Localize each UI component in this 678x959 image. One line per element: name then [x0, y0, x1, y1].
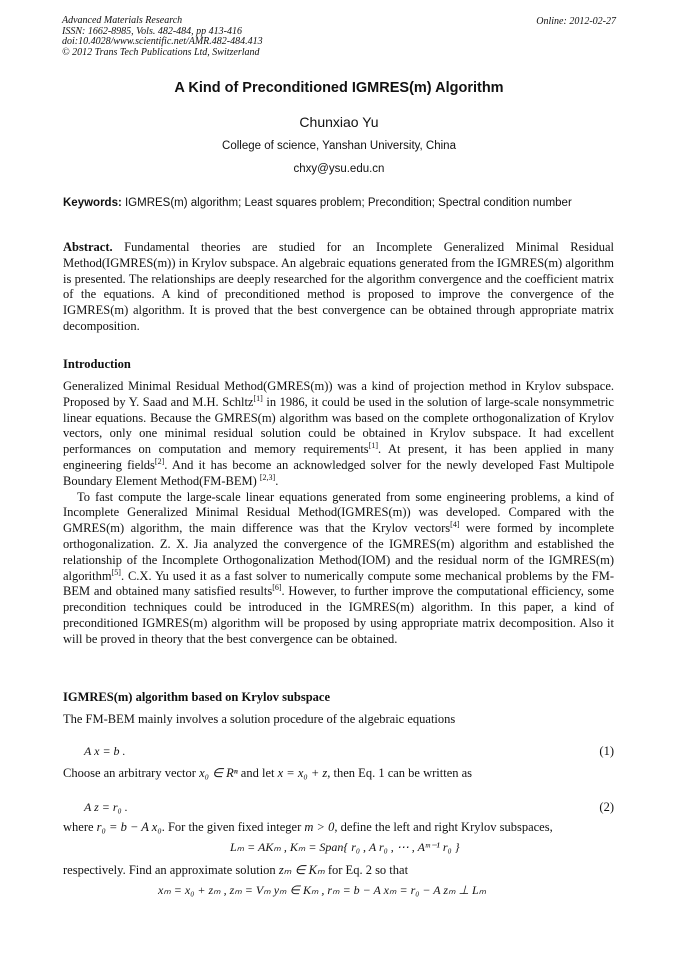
- equation-2: A z = r₀ .: [84, 800, 128, 814]
- equation-approximate-solution: xₘ = x₀ + zₘ , zₘ = Vₘ yₘ ∈ Kₘ , rₘ = b − A xₘ = r₀ − A zₘ ⊥ Lₘ: [158, 883, 487, 897]
- section-heading-igmres: IGMRES(m) algorithm based on Krylov subspace: [63, 690, 331, 704]
- keywords-text: IGMRES(m) algorithm; Least squares problem; Precondition; Spectral condition number: [121, 197, 572, 209]
- equation-1: A x = b .: [84, 744, 126, 758]
- copyright-line: © 2012 Trans Tech Publications Ltd, Switzerland: [62, 46, 260, 58]
- citation[interactable]: [6]: [272, 583, 282, 593]
- respectively-line: respectively. Find an approximate solution zₘ ∈ Kₘ for Eq. 2 so that: [63, 863, 409, 877]
- paper-title: A Kind of Preconditioned IGMRES(m) Algorithm: [174, 80, 504, 96]
- section-heading-introduction: Introduction: [63, 357, 131, 371]
- journal-name: Advanced Materials Research: [62, 15, 183, 26]
- online-date: Online: 2012-02-27: [536, 16, 616, 27]
- equation-krylov-subspaces: Lₘ = AKₘ , Kₘ = Span{ r₀ , A r₀ , ⋯ , Aᵐ⁻¹ r₀ }: [230, 840, 460, 854]
- doi-line: doi:10.4028/www.scientific.net/AMR.482-484.413: [62, 36, 263, 47]
- where-line: where r₀ = b − A x₀. For the given fixed integer m > 0, define the left and right Krylov subspaces,: [63, 820, 553, 834]
- equation-number-2: (2): [599, 800, 614, 814]
- author-email[interactable]: chxy@ysu.edu.cn: [293, 163, 385, 175]
- equation-number-1: (1): [599, 744, 614, 758]
- abstract-label: Abstract.: [63, 240, 113, 254]
- citation[interactable]: [2,3]: [259, 472, 276, 482]
- citation[interactable]: [2]: [154, 456, 165, 466]
- intro-paragraph-2: To fast compute the large-scale linear equations generated from some engineering problems, a kind of Incomplete Generalized Minimal Residual Method(IGMRES(m)) was developed. Compared with the GMRES(m) algorithm, the main difference was that the Krylov vectors[4] were formed by incomplete orthogonalization. Z. X. Jia analyzed the convergence of the IGMRES(m) algorithm and established the relationship of the Incomplete Orthogonalization Method(IOM) and the residual norm of the IGMRES(m) algorithm[5]. C.X. Yu used it as a fast solver to numerically compute some mechanical problems by the FM-BEM and obtained many satisfied results[6]. However, to further improve the computational efficiency, some precondition techniques could be introduced in the IGMRES(m) algorithm. In this paper, a kind of preconditioned IGMRES(m) algorithm will be proposed by using appropriate matrix decomposition. Also it will be proved in theory that the best convergence can be obtained.: [63, 489, 614, 646]
- citation[interactable]: [5]: [111, 567, 121, 577]
- citation[interactable]: [4]: [450, 520, 460, 530]
- affiliation: College of science, Yanshan University, China: [222, 140, 456, 152]
- keywords: [63, 196, 614, 211]
- citation[interactable]: [1]: [253, 393, 263, 403]
- citation[interactable]: [1]: [368, 441, 379, 451]
- abstract-text: Fundamental theories are studied for an Incomplete Generalized Minimal Residual Method(IGMRES(m)) in Krylov subspace. An algebraic equations generated from the IGMRES(m) algorithm is presented. The relationships are deeply researched for the algorithm convergence and the coefficient matrix of the equations. A kind of preconditioned method is proposed to improve the convergence of the IGMRES(m) algorithm. It is proved that the best convergence can be obtained through appropriate matrix decomposition.: [63, 240, 614, 333]
- choose-vector-line: Choose an arbitrary vector x₀ ∈ Rⁿ and let x = x₀ + z, then Eq. 1 can be written as: [63, 766, 473, 780]
- introduction-body: [63, 379, 614, 648]
- journal-header: [62, 16, 263, 58]
- section-intro-line: The FM-BEM mainly involves a solution procedure of the algebraic equations: [63, 712, 456, 726]
- author-name: Chunxiao Yu: [299, 114, 379, 130]
- keywords-label: Keywords:: [63, 197, 122, 209]
- intro-paragraph-1: Generalized Minimal Residual Method(GMRES(m)) was a kind of projection method in Krylov subspace. Proposed by Y. Saad and M.H. Schltz[1] in 1986, it could be used in the solution of large-scale nonsymmetric linear equations. Because the GMRES(m) algorithm was based on the complete orthogonalization of Krylov vectors, only one minimal residual solution could be obtained in Krylov subspace. It had excellent performances on computation and memory requirements[1]. At present, it has been applied in many engineering fields[2]. And it has become an acknowledged solver for the newly developed Fast Multipole Boundary Element Method(FM-BEM) [2,3].: [63, 379, 614, 488]
- issn-line: ISSN: 1662-8985, Vols. 482-484, pp 413-416: [62, 25, 242, 37]
- abstract: [63, 240, 614, 335]
